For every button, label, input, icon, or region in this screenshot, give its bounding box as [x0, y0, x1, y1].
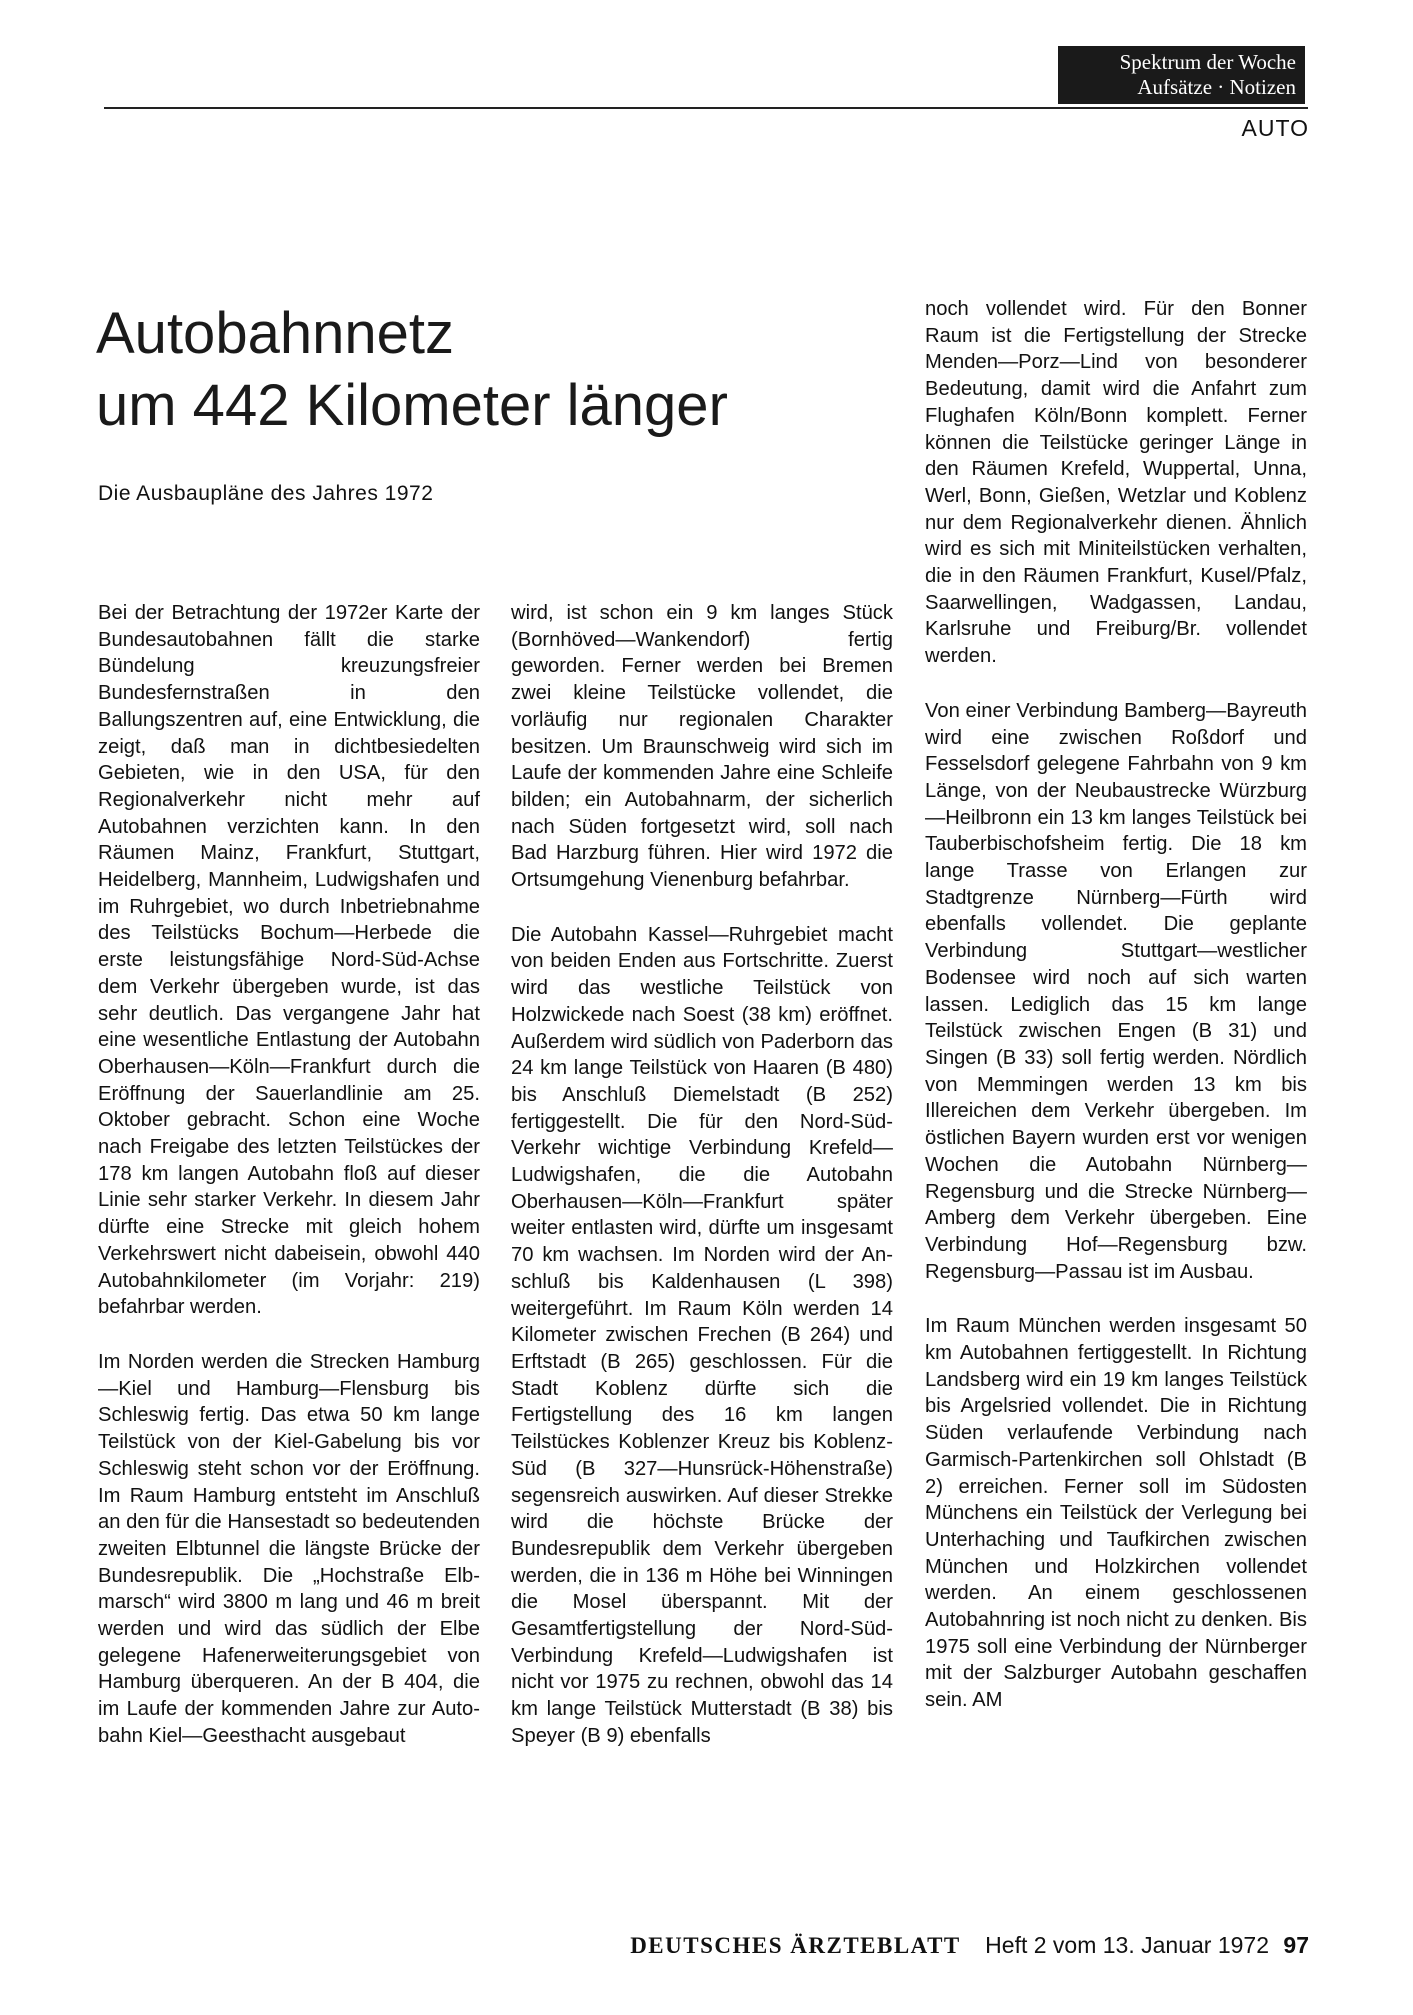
paragraph: Im Norden werden die Strecken Hamburg—Kiel und Hamburg—Flensburg bis Schleswig fertig. Das etwa 50 km lange Teilstück von der Kiel-Gabelung bis vor Schleswig steht schon vor der Eröffnung. Im Raum Hamburg entsteht im Anschluß an den für die Hansestadt so bedeutenden zweiten Elbtunnel die längste Brücke der Bundesrepublik. Die „Hochstraße Elbmarsch“ wird 3800 m lang und 46 m breit werden und wird das südlich der Elbe gelegene Hafenerweiterungsgebiet von Hamburg überqueren. An der B 404, die im Laufe der kommenden Jahre zur Autobahn Kiel—Geesthacht ausgebaut [98, 1350, 480, 1747]
paragraph: Von einer Verbindung Bamberg—Bayreuth wird eine zwischen Roßdorf und Fesselsdorf gelegene Fahrbahn von 9 km Länge, von der Neubaustrecke Würzburg—Heilbronn ein 13 km langes Teilstück bei Tauberbischofsheim fertig. Die 18 km lange Trasse von Erlangen zur Stadtgrenze Nürnberg—Fürth wird ebenfalls vollendet. Die geplante Verbindung Stuttgart—westlicher Bodensee wird noch auf sich warten lassen. Lediglich das 15 km lange Teilstück zwischen Engen (B 31) und Singen (B 33) soll fertig werden. Nördlich von Memmingen werden 13 km bis Illereichen dem Verkehr übergeben. Im östlichen Bayern wurden erst vor wenigen Wochen die Autobahn Nürnberg—Regensburg und die Strecke Nürnberg—Amberg dem Verkehr übergeben. Eine Verbindung Hof—Regensburg bzw. Regensburg—Passau ist im Ausbau. [925, 699, 1307, 1283]
section-badge [1058, 46, 1305, 104]
article-title [96, 298, 728, 442]
page-number: 97 [1283, 1932, 1309, 1958]
text-column-2 [511, 600, 893, 1750]
paragraph: Im Raum München werden insgesamt 50 km Autobahnen fertiggestellt. In Richtung Landsberg wird ein 19 km langes Teilstück bis Argelsried vollendet. Die in Richtung Süden verlaufende Verbindung nach Garmisch-Partenkirchen soll Ohlstadt (B 2) erreichen. Ferner soll im Südosten Münchens ein Teilstück der Verlegung bei Unterhaching und Taufkirchen zwischen München und Holzkirchen vollendet werden. An einem geschlossenen Autobahnring ist noch nicht zu denken. Bis 1975 soll eine Verbindung der Nürnberger mit der Salzburger Autobahn geschaffen sein. AM [925, 1315, 1307, 1712]
badge-line-2: Aufsätze · Notizen [1137, 75, 1296, 99]
paragraph: wird, ist schon ein 9 km langes Stück (Bornhöved—Wankendorf) fertig geworden. Ferner werden bei Bremen zwei kleine Teilstücke vollendet, die vorläufig nur regionalen Charakter besitzen. Um Braunschweig wird sich im Laufe der kommenden Jahre eine Schleife bilden; ein Autobahnarm, der sicherlich nach Süden fortgesetzt wird, soll nach Bad Harzburg führen. Hier wird 1972 die Ortsumgehung Vienenburg befahrbar. [511, 602, 893, 892]
journal-name: DEUTSCHES ÄRZTEBLATT [630, 1933, 961, 1958]
paragraph: noch vollendet wird. Für den Bonner Raum ist die Fertigstellung der Strecke Menden—Porz—Lind von besonderer Bedeutung, damit wird die Anfahrt zum Flughafen Köln/Bonn komplett. Ferner können die Teilstücke geringer Länge in den Räumen Krefeld, Wuppertal, Unna, Werl, Bonn, Gießen, Wetzlar und Koblenz nur dem Regionalverkehr dienen. Ähnlich wird es sich mit Miniteilstücken verhalten, die in den Räumen Frankfurt, Kusel/Pfalz, Saarwellingen, Wadgassen, Landau, Karlsruhe und Freiburg/Br. vollendet werden. [925, 298, 1307, 668]
paragraph: Die Autobahn Kassel—Ruhrgebiet macht von beiden Enden aus Fortschritte. Zuerst wird das westliche Teilstück von Holzwickede nach Soest (38 km) eröffnet. Außerdem wird südlich von Paderborn das 24 km lange Teilstück von Haaren (B 480) bis Anschluß Diemelstadt (B 252) fertiggestellt. Die für den Nord-Süd-Verkehr wichtige Verbindung Krefeld—Ludwigshafen, die die Autobahn Oberhausen—Köln—Frankfurt später weiter entlasten wird, dürfte um insgesamt 70 km wachsen. Im Norden wird der Anschluß bis Kaldenhausen (L 398) weitergeführt. Im Raum Köln werden 14 Kilometer zwischen Frechen (B 264) und Erftstadt (B 265) geschlossen. Für die Stadt Koblenz dürfte sich die Fertigstellung des 16 km langen Teilstückes Koblenzer Kreuz bis Koblenz-Süd (B 327—Hunsrück-Höhenstraße) segensreich auswirken. Auf dieser Strekke wird die höchste Brücke der Bundesrepublik dem Verkehr übergeben werden, die in 136 m Höhe bei Winningen die Mosel überspannt. Mit der Gesamtfertigstellung der Nord-Süd-Verbindung Krefeld—Ludwigshafen ist nicht vor 1975 zu rechnen, obwohl das 14 km lange Teilstück Mutterstadt (B 38) bis Speyer (B 9) ebenfalls [511, 923, 893, 1747]
header-rule [104, 107, 1308, 109]
paragraph: Bei der Betrachtung der 1972er Karte der Bundesautobahnen fällt die starke Bündelung kreuzungsfreier Bundesfernstraßen in den Ballungszentren auf, eine Entwicklung, die zeigt, daß man in dichtbesiedelten Gebieten, wie in den USA, für den Regionalverkehr nicht mehr auf Autobahnen verzichten kann. In den Räumen Mainz, Frankfurt, Stuttgart, Heidelberg, Mannheim, Ludwigshafen und im Ruhrgebiet, wo durch Inbetriebnahme des Teilstücks Bochum—Herbede die erste leistungsfähige Nord-Süd-Achse dem Verkehr übergeben wurde, ist das sehr deutlich. Das vergangene Jahr hat eine wesentliche Entlastung der Autobahn Oberhausen—Köln—Frankfurt durch die Eröffnung der Sauerlandlinie am 25. Oktober gebracht. Schon eine Woche nach Freigabe des letzten Teilstückes der 178 km langen Autobahn floß auf dieser Linie sehr starker Verkehr. In diesem Jahr dürfte eine Strecke mit gleich hohem Verkehrswert nicht dabeisein, obwohl 440 Autobahnkilometer (im Vorjahr: 219) befahrbar werden. [98, 602, 480, 1319]
text-column-1 [98, 600, 480, 1750]
section-label: AUTO [1241, 115, 1309, 141]
page-footer [630, 1932, 1309, 1959]
issue-info: Heft 2 vom 13. Januar 1972 [985, 1932, 1270, 1958]
title-line-2: um 442 Kilometer länger [96, 373, 728, 438]
text-column-3 [925, 296, 1307, 1714]
title-line-1: Autobahnnetz [96, 301, 454, 366]
article-subtitle: Die Ausbaupläne des Jahres 1972 [98, 482, 434, 505]
badge-line-1: Spektrum der Woche [1119, 50, 1296, 74]
